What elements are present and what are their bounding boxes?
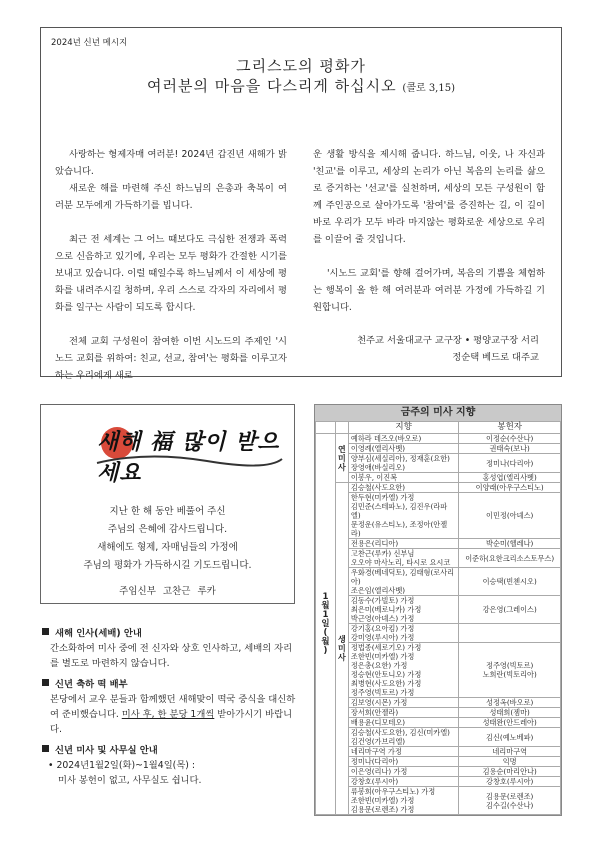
offerer-cell: 익명 <box>459 757 561 767</box>
offerer-cell: 권태숙(보나) <box>459 444 561 454</box>
mass-type: 생 미 사 <box>335 483 348 815</box>
table-row <box>316 473 561 483</box>
table-row <box>316 757 561 767</box>
intention-cell: 이영례(엘리사벳) <box>348 444 459 454</box>
offerer-cell: 이정순(수산나) <box>459 434 561 444</box>
offerer-cell: 강은영(그레이스) <box>459 596 561 624</box>
message-paragraph: '시노드 교회'를 향해 걸어가며, 복음의 기쁨을 체험하는 행복이 올 한 해 여러분과 여러분 가정에 가득하길 기원합니다. <box>313 268 545 313</box>
intention-cell: 예하라 데즈오(바오로) <box>348 434 459 444</box>
notice-tail: 받아가시기 바랍니다. <box>50 709 293 735</box>
message-signature <box>357 332 539 366</box>
notice-title: 신년 축하 떡 배부 <box>55 679 128 690</box>
offerer-cell: 김신(예노베파) <box>459 728 561 747</box>
offerer-cell <box>459 624 561 643</box>
table-row <box>316 718 561 728</box>
table-row <box>316 539 561 549</box>
intention-cell: 강창호(루시아) <box>348 777 459 787</box>
intention-cell: 전용은(리디아) <box>348 539 459 549</box>
table-row <box>316 787 561 815</box>
intention-cell: 한두현(미카엘) 가정 김민준(스테파노), 김진우(라파엘) 문정운(유스티노), 조정아(안젤라) <box>348 493 459 539</box>
notice-body: 본당에서 교우 분들과 함께했던 새해맞이 떡국 중식을 대신하여 준비했습니다. <box>50 694 296 720</box>
mass-type: 연 미 사 <box>335 434 348 483</box>
table-row <box>316 624 561 643</box>
notice-item <box>42 626 297 671</box>
greeting-line: 지난 한 해 동안 베풀어 주신 <box>109 506 226 517</box>
intention-cell: 우화경(베네딕토), 김태형(로사리아) 조은임(엘리사벳) <box>348 568 459 596</box>
intention-cell: 이봉우, 이진복 <box>348 473 459 483</box>
intention-cell: 김승철(사도요한), 김신(미카엘) 김건영(가브리엘) <box>348 728 459 747</box>
square-bullet-icon <box>42 628 49 635</box>
offerer-cell: 이승택(빈첸시오) <box>459 568 561 596</box>
intention-cell: 류봉희(아우구스티노) 가정 조한빈(미카엘) 가정 김용문(로렌조) 가정 <box>348 787 459 815</box>
greeting-line: 주님의 평화가 가득하시길 기도드립니다. <box>83 560 252 571</box>
new-year-message <box>40 27 562 381</box>
notice-item <box>42 677 297 737</box>
notice-title: 신년 미사 및 사무실 안내 <box>55 745 158 756</box>
table-row <box>316 568 561 596</box>
greeting-signature: 주임신부 고찬근 루카 <box>119 586 216 597</box>
notice-underline: 미사 후, 한 분당 1개씩 <box>121 709 215 720</box>
table-row <box>316 643 561 698</box>
table-row <box>316 728 561 747</box>
mass-date: 1 월 1 일 ( 월 ) <box>316 434 336 815</box>
offerer-cell: 강창호(루시아) <box>459 777 561 787</box>
col-offerer: 봉헌자 <box>459 422 561 434</box>
intention-cell: 김동수(가빌토) 가정 최은미(베로니카) 가정 박근영(아녜스) 가정 <box>348 596 459 624</box>
message-title-ref: (콜로 3,15) <box>402 83 455 94</box>
message-column-right <box>313 146 545 316</box>
table-row <box>316 549 561 568</box>
signature-line1: 천주교 서울대교구 교구장 • 평양교구장 서리 <box>357 335 539 346</box>
offerer-cell: 박순미(헬레나) <box>459 539 561 549</box>
message-paragraph: 새로운 해를 마련해 주신 하느님의 은총과 축복이 여러분 모두에게 가득하기를 빕니다. <box>55 183 287 211</box>
mass-table-body <box>316 434 561 815</box>
offerer-cell: 이준하(요한크리소스토무스) <box>459 549 561 568</box>
offerer-cell: 김용순(마리안나) <box>459 767 561 777</box>
greeting-line: 새해에도 형제, 자매님들의 가정에 <box>97 542 238 553</box>
square-bullet-icon <box>42 745 49 752</box>
offerer-cell: 이민정(아녜스) <box>459 493 561 539</box>
message-column-left <box>55 146 287 384</box>
greeting-line: 주님의 은혜에 감사드립니다. <box>107 524 228 535</box>
signature-line2: 정순택 베드로 대주교 <box>452 352 539 363</box>
table-row <box>316 767 561 777</box>
message-title <box>41 56 561 99</box>
intention-cell: 양부심(세실리아), 정재훈(요한) 장영애(바실리오) <box>348 454 459 473</box>
offerer-cell: 정주영(빅토르) 노희란(빅토리아) <box>459 643 561 698</box>
table-row <box>316 444 561 454</box>
intention-cell: 배용윤(디모테오) <box>348 718 459 728</box>
table-row <box>316 454 561 473</box>
table-row <box>316 596 561 624</box>
message-paragraph: 최근 전 세계는 그 어느 때보다도 극심한 전쟁과 폭력으로 신음하고 있기에, 우리는 모두 평화가 간절한 시기를 보내고 있습니다. 이럴 때일수록 하느님께서 이 세상에 평화를 내려주시길 청하며, 우리 스스로 각자의 자리에서 평화를 일구는 사람이 되도록 합시다. <box>55 234 287 313</box>
notices <box>42 626 297 794</box>
offerer-cell: 성태완(안드레아) <box>459 718 561 728</box>
notice-body: 간소화하여 미사 중에 전 신자와 상호 인사하고, 세배의 자리를 별도로 마련하지 않습니다. <box>50 643 293 669</box>
intention-cell: 강기홍(요아킴) 가정 강미영(루시아) 가정 <box>348 624 459 643</box>
offerer-cell: 이양래(아우구스티노) <box>459 483 561 493</box>
intention-cell: 정미나(다리아) <box>348 757 459 767</box>
greeting-art-text: 새해 福 많이 받으세요 <box>97 429 280 486</box>
table-row <box>316 708 561 718</box>
offerer-cell: 김용문(로렌조) 김수길(수산나) <box>459 787 561 815</box>
mass-header: 금주의 미사 지향 <box>315 405 561 421</box>
message-tag: 2024년 신년 메시지 <box>51 38 128 48</box>
greeting-lines <box>41 503 294 575</box>
offerer-cell: 정미나(다리아) <box>459 454 561 473</box>
intention-cell: 김보영(시몬) 가정 <box>348 698 459 708</box>
intention-cell: 네리마구역 가정 <box>348 747 459 757</box>
message-paragraph: 운 생활 방식을 제시해 줍니다. 하느님, 이웃, 나 자신과 '친교'를 이루고, 세상의 논리가 아닌 복음의 논리를 삶으로 증거하는 '선교'를 실천하며, 세상의 모든 구성원이 함께 주인공으로 살아가도록 '참여'를 증진하는 길, 이 길이 바로 우리가 모두 바라 마지않는 평화로운 세상으로 우리를 이끌어 줄 것입니다. <box>313 149 545 245</box>
offerer-cell: 홍성엽(엘리사벳) <box>459 473 561 483</box>
notice-bullet: • 2024년1월2일(화)~1월4일(목) : <box>48 760 196 771</box>
table-row <box>316 698 561 708</box>
notice-item <box>42 743 297 788</box>
greeting-card <box>40 404 295 604</box>
offerer-cell: 성정옥(바오로) <box>459 698 561 708</box>
square-bullet-icon <box>42 679 49 686</box>
notice-bullet-sub: 미사 봉헌이 없고, 사무실도 쉽니다. <box>58 775 202 786</box>
offerer-cell: 성태희(젬마) <box>459 708 561 718</box>
intention-cell: 김승철(사도요한) <box>348 483 459 493</box>
message-paragraph: 전체 교회 구성원이 참여한 이번 시노드의 주제인 '시노드 교회를 위하여: 친교, 선교, 참여'는 평화를 이루고자 하는 우리에게 새로 <box>55 336 287 381</box>
col-intention: 지향 <box>348 422 459 434</box>
intention-cell: 장서희(안젤라) <box>348 708 459 718</box>
message-paragraph: 사랑하는 형제자매 여러분! 2024년 갑진년 새해가 밝았습니다. <box>55 149 287 177</box>
mass-intentions <box>314 404 562 816</box>
intention-cell: 고찬근(루카) 신부님 오오야 마사노리, 타시로 요시코 <box>348 549 459 568</box>
table-row <box>316 493 561 539</box>
mass-table <box>315 421 561 815</box>
message-title-line1: 그리스도의 평화가 <box>236 57 366 75</box>
intention-cell: 이은영(리나) 가정 <box>348 767 459 777</box>
message-title-line2: 여러분의 마음을 다스리게 하십시오 <box>146 77 397 95</box>
table-row <box>316 434 561 444</box>
table-row <box>316 747 561 757</box>
notice-title: 새해 인사(세배) 안내 <box>55 628 142 639</box>
intention-cell: 정법종(세로기오) 가정 조한빈(미카엘) 가정 정은총(요한) 가정 정승현(안토니오) 가정 최병현(사도요한) 가정 정주영(빅토르) 가정 <box>348 643 459 698</box>
table-row <box>316 777 561 787</box>
table-row <box>316 483 561 493</box>
offerer-cell: 네리마구역 <box>459 747 561 757</box>
